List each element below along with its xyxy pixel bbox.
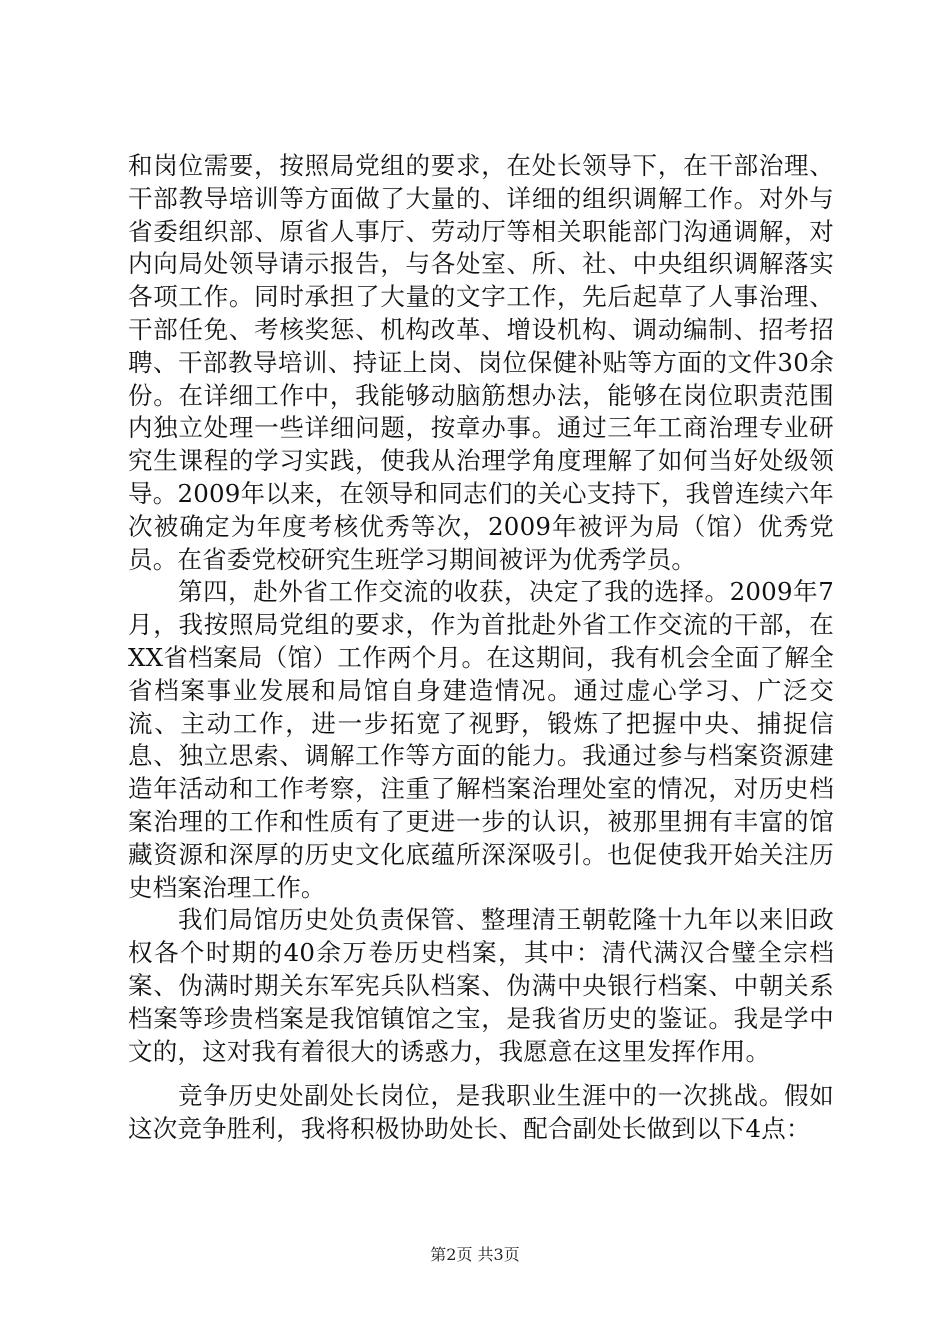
paragraph-3: 我们局馆历史处负责保管、整理清王朝乾隆十九年以来旧政权各个时期的40余万卷历史档案，其中：清代满汉合璧全宗档案、伪满时期关东军宪兵队档案、伪满中央银行档案、中朝关系档案等珍贵档案是我馆镇馆之宝，是我省历史的鉴证。我是学中文的，这对我有着很大的诱惑力，我愿意在这里发挥作用。 [128,905,834,1066]
document-body [128,150,834,1146]
paragraph-4: 竞争历史处副处长岗位，是我职业生涯中的一次挑战。假如这次竞争胜利，我将积极协助处长、配合副处长做到以下4点： [128,1081,834,1144]
paragraph-1: 和岗位需要，按照局党组的要求，在处长领导下，在干部治理、干部教导培训等方面做了大量的、详细的组织调解工作。对外与省委组织部、原省人事厅、劳动厅等相关职能部门沟通调解，对内向局处领导请示报告，与各处室、所、社、中央组织调解落实各项工作。同时承担了大量的文字工作，先后起草了人事治理、干部任免、考核奖惩、机构改革、增设机构、调动编制、招考招聘、干部教导培训、持证上岗、岗位保健补贴等方面的文件30余份。在详细工作中，我能够动脑筋想办法，能够在岗位职责范围内独立处理一些详细问题，按章办事。通过三年工商治理专业研究生课程的学习实践，使我从治理学角度理解了如何当好处级领导。2009年以来，在领导和同志们的关心支持下，我曾连续六年次被确定为年度考核优秀等次，2009年被评为局（馆）优秀党员。在省委党校研究生班学习期间被评为优秀学员。 [128,151,834,574]
paragraph-2: 第四，赴外省工作交流的收获，决定了我的选择。2009年7月，我按照局党组的要求，作为首批赴外省工作交流的干部，在XX省档案局（馆）工作两个月。在这期间，我有机会全面了解全省档案事业发展和局馆自身建造情况。通过虚心学习、广泛交流、主动工作，进一步拓宽了视野，锻炼了把握中央、捕捉信息、独立思索、调解工作等方面的能力。我通过参与档案资源建造年活动和工作考察，注重了解档案治理处室的情况，对历史档案治理的工作和性质有了更进一步的认识，被那里拥有丰富的馆藏资源和深厚的历史文化底蕴所深深吸引。也促使我开始关注历史档案治理工作。 [128,577,834,902]
page-footer: 第2页 共3页 [430,1245,520,1264]
